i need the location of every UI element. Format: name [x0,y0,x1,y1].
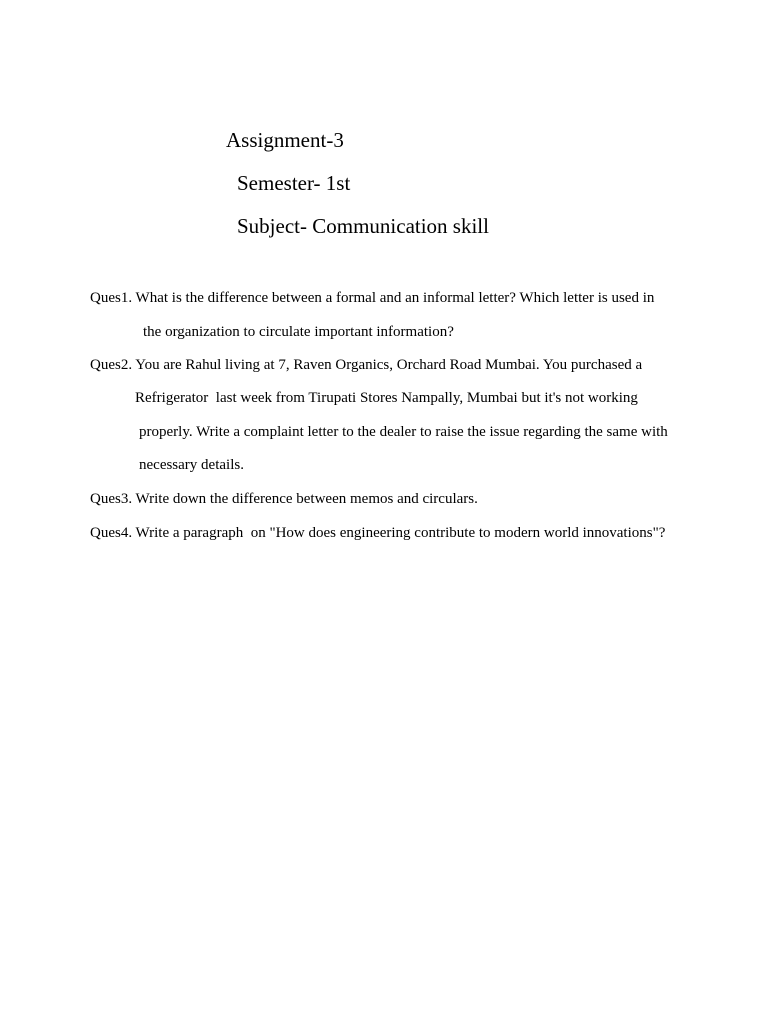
question-2-line-2: Refrigerator last week from Tirupati Stores Nampally, Mumbai but it's not working [135,390,638,406]
question-2-line-1: Ques2. You are Rahul living at 7, Raven Organics, Orchard Road Mumbai. You purchased a [90,357,643,373]
question-3-line-1: Ques3. Write down the difference between memos and circulars. [90,491,478,507]
semester-line: Semester- 1st [237,171,351,195]
subject-line: Subject- Communication skill [237,214,489,238]
question-2-line-3: properly. Write a complaint letter to the dealer to raise the issue regarding the same with [139,424,668,440]
question-1-line-2: the organization to circulate important information? [143,324,454,340]
assignment-title: Assignment-3 [226,128,344,152]
question-2-line-4: necessary details. [139,457,244,473]
question-1-line-1: Ques1. What is the difference between a formal and an informal letter? Which letter is used in [90,290,655,306]
question-4-line-1: Ques4. Write a paragraph on "How does engineering contribute to modern world innovations"? [90,525,666,541]
